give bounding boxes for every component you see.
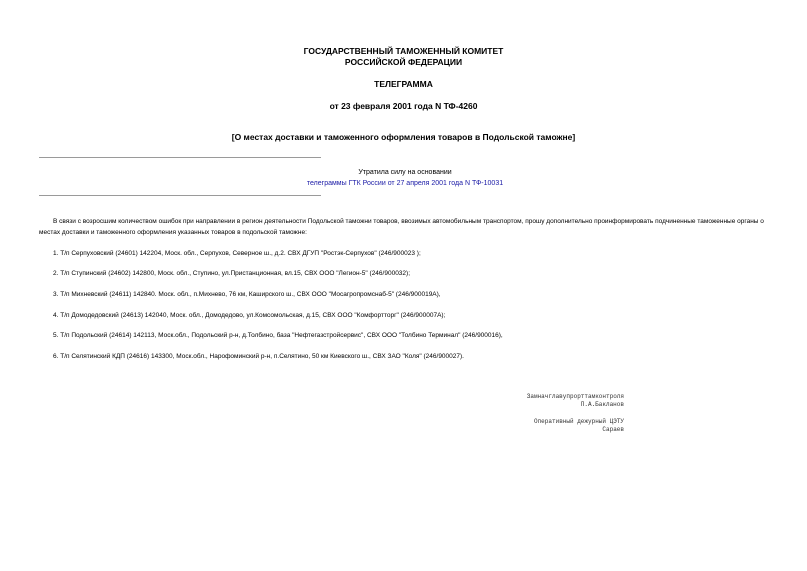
list-item: 3. Т/п Михневский (24611) 142840. Моск. обл., п.Михнево, 76 км, Каширского ш., СВХ ООО "Мосагропромснаб-5" (246/900019А), <box>53 291 441 298</box>
issuer-line-2: РОССИЙСКОЙ ФЕДЕРАЦИИ <box>344 57 463 67</box>
document-subject: [О местах доставки и таможенного оформления товаров в Подольской таможне] <box>231 132 576 142</box>
list-item: 5. Т/п Подольский (24614) 142113, Моск.обл., Подольский р-н, д.Толбино, база "Нефтегазстройсервис", СВХ ООО "Толбино Терминал" (246/900016), <box>53 332 503 339</box>
list-item: 1. Т/п Серпуховский (24601) 142204, Моск. обл., Серпухов, Северное ш., д.2. СВХ ДГУП "Ростэк-Серпухов" (246/900023 ); <box>53 250 421 257</box>
signature-position-2: Оперативный дежурный ЦЭТУ <box>533 418 624 425</box>
list-item: 6. Т/п Селятинский КДП (24616) 143300, Моск.обл., Нарофоминский р-н, п.Селятино, 50 км Киевского ш., СВХ ЗАО "Коля" (246/900027). <box>53 353 464 360</box>
list-item: 4. Т/п Домодедовский (24613) 142040, Моск. обл., Домодедово, ул.Комсомольская, д.15, СВХ ООО "Комфортторг" (246/900007А); <box>53 312 446 319</box>
signature-name-2: Сараев <box>602 426 624 433</box>
issuer-line-1: ГОСУДАРСТВЕННЫЙ ТАМОЖЕННЫЙ КОМИТЕТ <box>303 46 504 56</box>
status-link[interactable]: телеграммы ГТК России от 27 апреля 2001 года N ТФ-10031 <box>306 180 504 187</box>
list-item: 2. Т/п Ступинский (24602) 142800, Моск. обл., Ступино, ул.Пристанционная, вл.15, СВХ ООО "Легион-5" (246/900032); <box>53 270 411 277</box>
document-date-number: от 23 февраля 2001 года N ТФ-4260 <box>329 101 478 111</box>
divider-bottom <box>39 195 321 196</box>
status-note: Утратила силу на основании <box>358 169 452 176</box>
document-type: ТЕЛЕГРАММА <box>374 79 433 89</box>
signature-position-1: Замначглавупрорттамконтроля <box>526 393 624 400</box>
intro-paragraph: В связи с возросшим количеством ошибок при направлении в регион деятельности Подольской таможни товаров, ввозимых автомобильным транспортом, прошу дополнительно проинформировать подчиненные таможенные органы о местах доставки и таможенного оформления указанных товаров в подольской таможне: <box>39 218 764 236</box>
status-link-wrapper <box>300 180 510 187</box>
divider-top <box>39 157 321 158</box>
signature-name-1: П.А.Бакланов <box>580 401 624 408</box>
